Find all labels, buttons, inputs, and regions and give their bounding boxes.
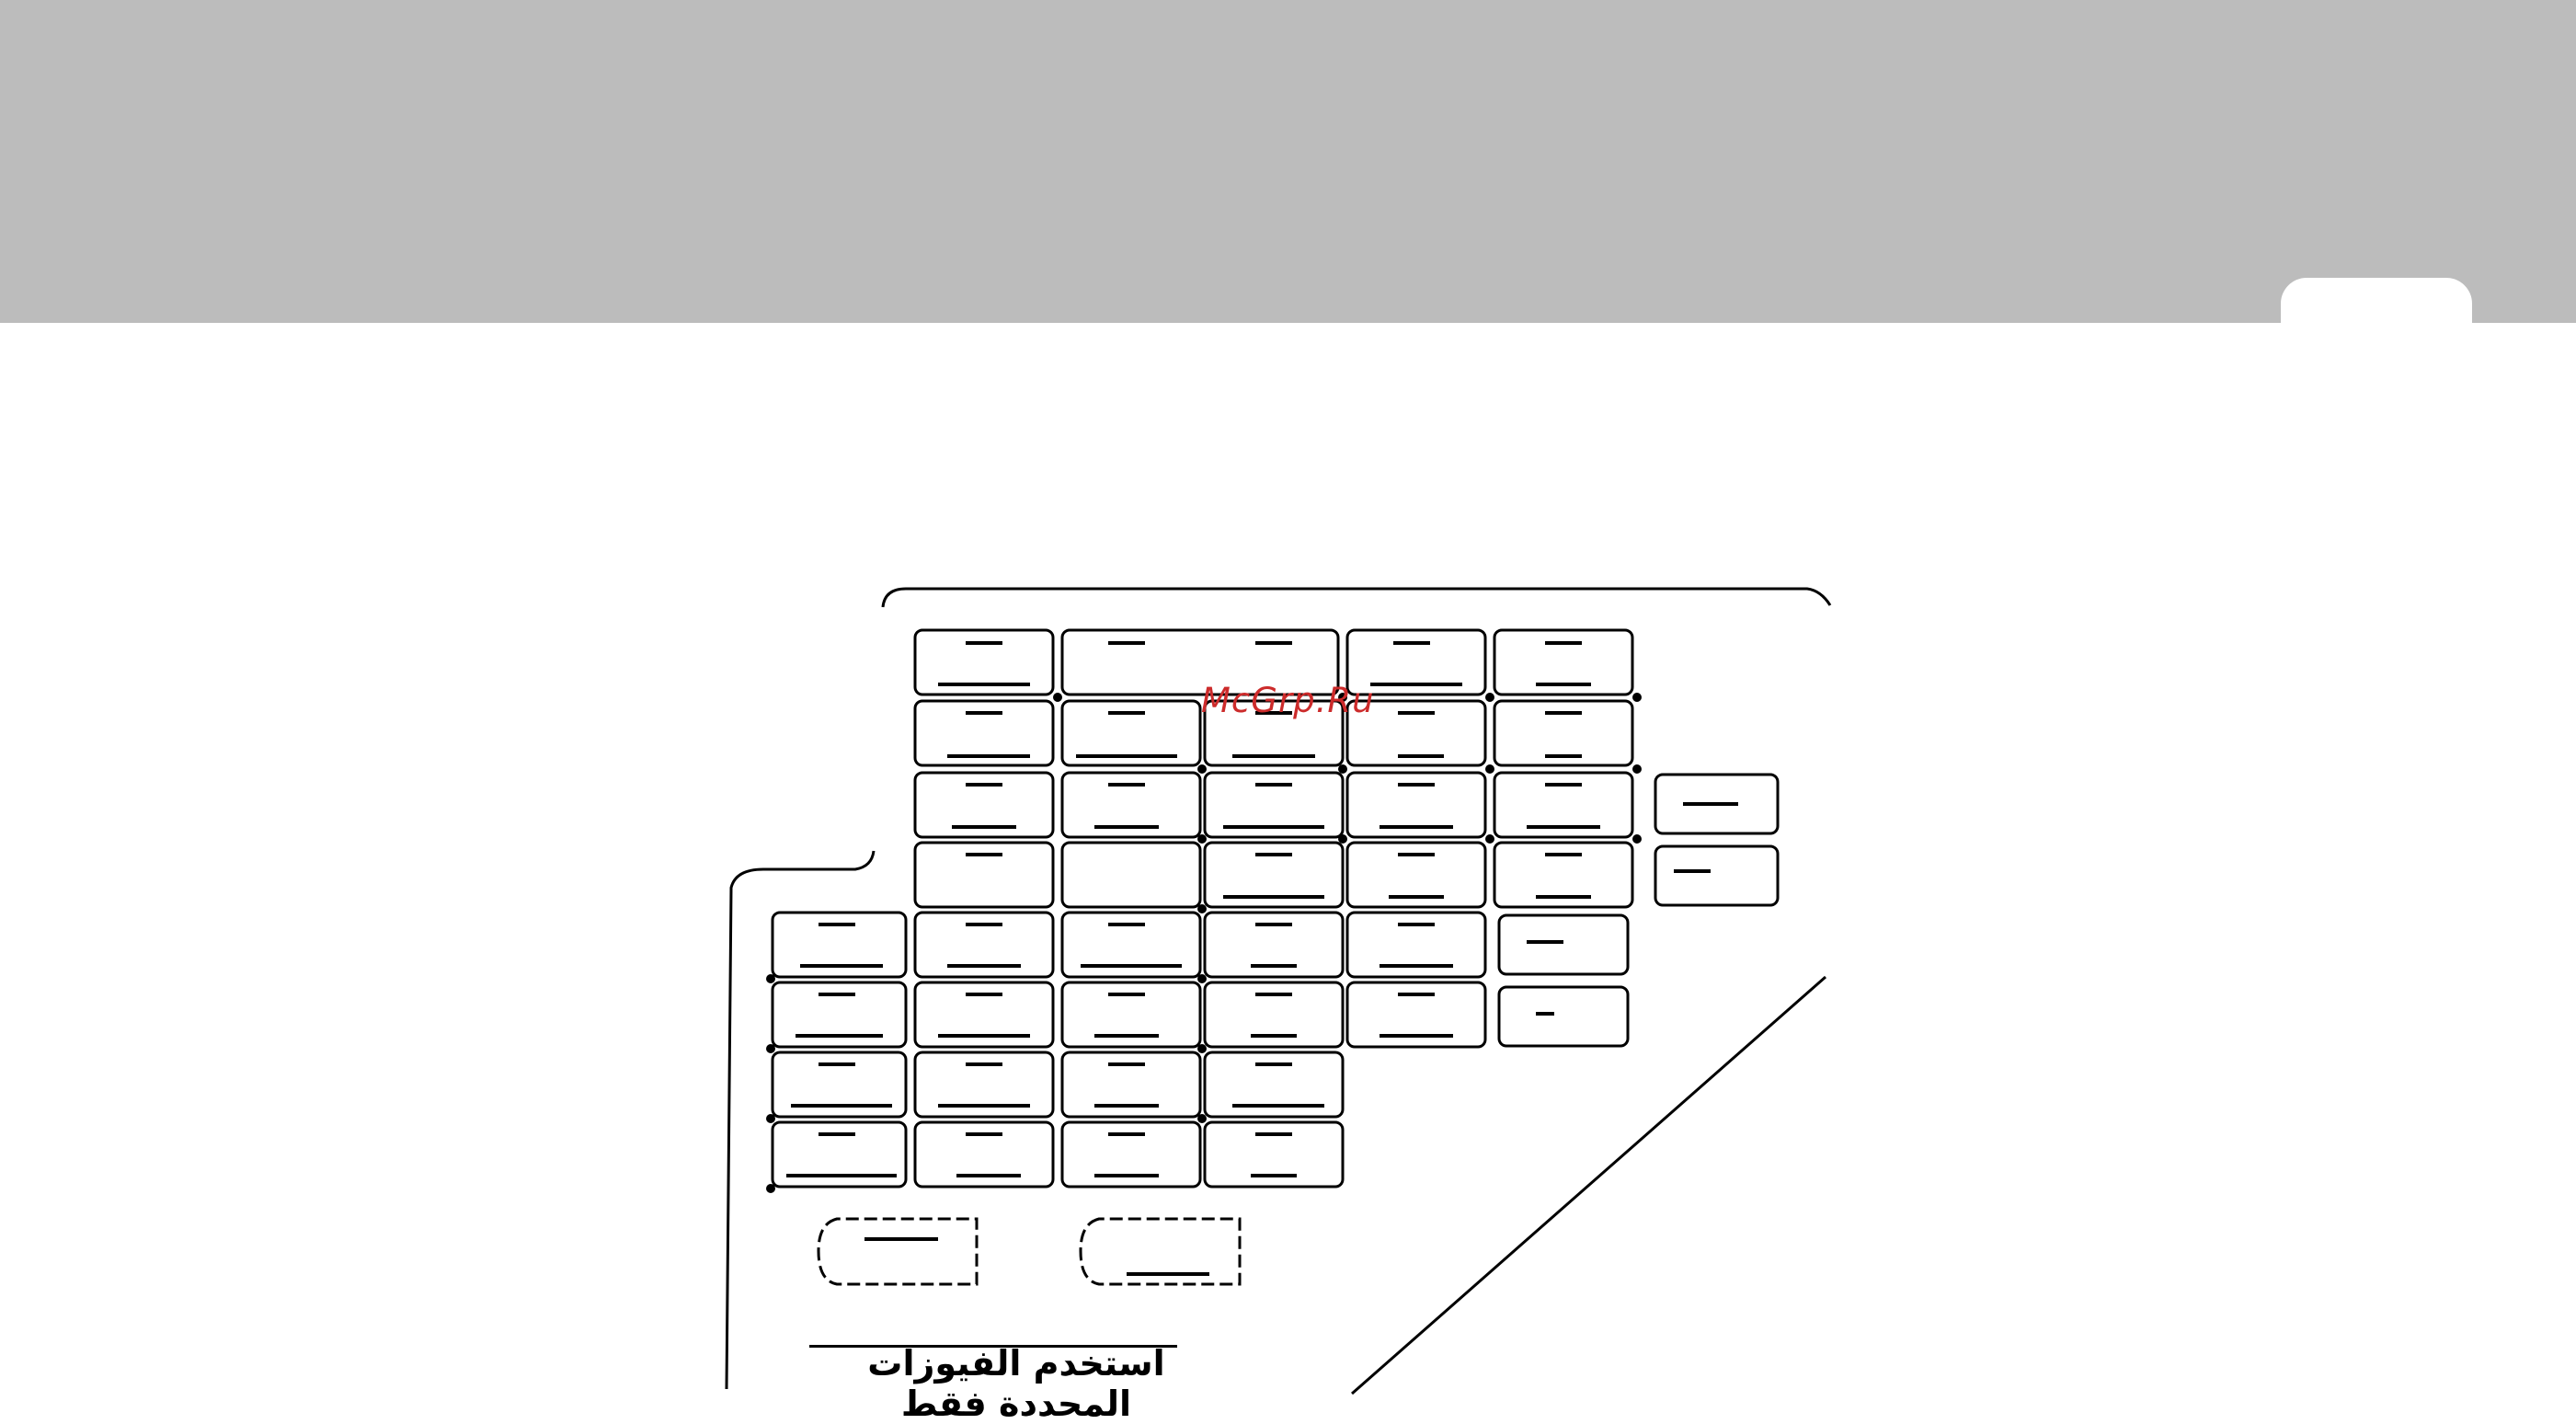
cell-label-marks <box>786 641 1738 1348</box>
watermark-text: McGrp.Ru <box>1201 681 1375 720</box>
housing-left-edge <box>727 851 874 1389</box>
housing-diagonal <box>1352 977 1826 1394</box>
spare-slot <box>819 1219 977 1284</box>
fuse-grid <box>773 630 1778 1284</box>
relay-cell <box>1499 987 1628 1046</box>
relay-cell <box>1655 846 1778 905</box>
fuse-usage-note: استخدم الفيوزات المحددة فقط <box>867 1343 1165 1424</box>
fuse-cell <box>915 843 1053 907</box>
fuse-cell <box>1062 843 1200 907</box>
relay-cell <box>1499 915 1628 974</box>
housing-outline <box>883 589 1830 607</box>
